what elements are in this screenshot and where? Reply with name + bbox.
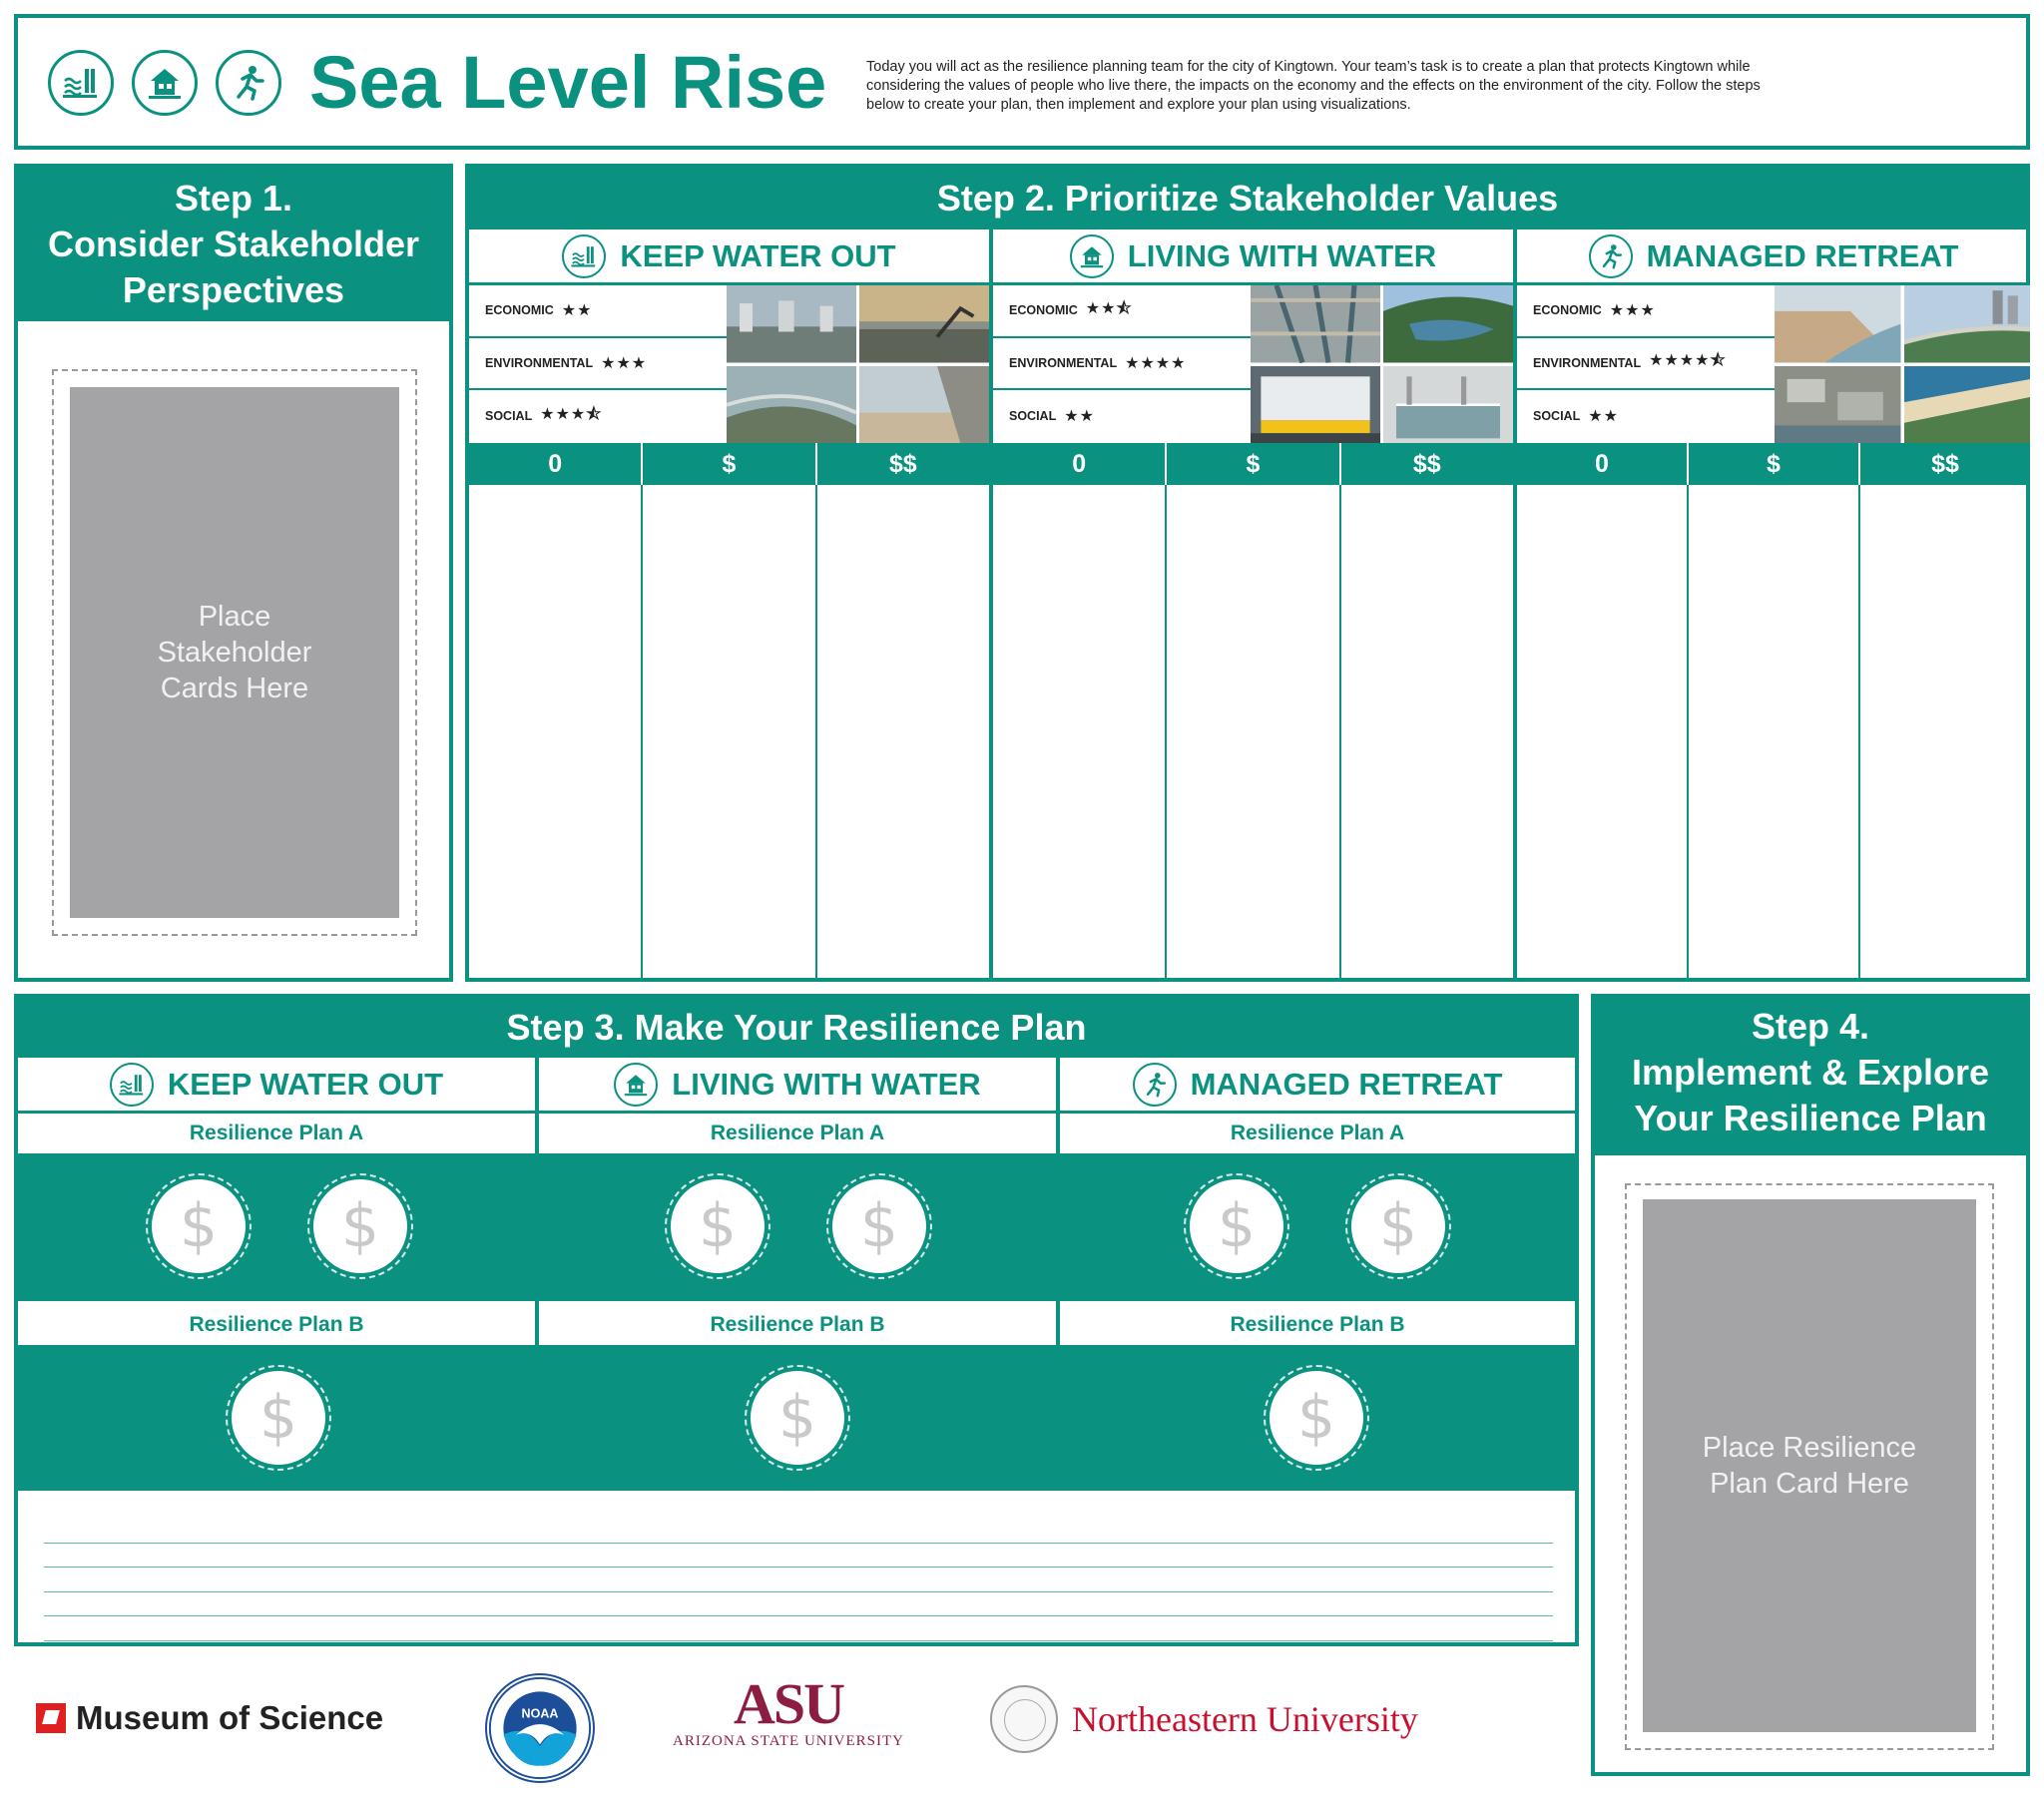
strategy-header (1517, 229, 2030, 285)
rating-label: ECONOMIC (485, 303, 554, 318)
rating-social (469, 390, 727, 443)
wave-wall-icon (48, 50, 114, 116)
step4-title-line2: Your Resilience Plan (1634, 1098, 1987, 1138)
rating-label: ECONOMIC (1533, 303, 1602, 318)
star-rating: ★★★ (1609, 302, 1656, 320)
dollar-icon: $ (1190, 1179, 1283, 1273)
cost-label-1: $ (643, 443, 816, 485)
note-line[interactable] (44, 1568, 1553, 1592)
intro-text: Today you will act as the resilience planning team for the city of Kingtown. Your team’s task is to create a plan that protects Kingtown while considering the values of people who live there, the impacts on the economy and the effects on the environment of the city. Follow the steps below to create your plan, then implement and explore your plan using visualizations. (866, 59, 1761, 113)
plan-b-label: Resilience Plan B (1060, 1305, 1575, 1345)
step2-living-with-water (993, 229, 1513, 978)
coin-slot[interactable] (307, 1173, 413, 1279)
step3-keep-water-out (18, 1058, 535, 1491)
dollar-icon: $ (751, 1371, 844, 1465)
canal-city-photo (1251, 285, 1380, 363)
strategy-name: LIVING WITH WATER (672, 1066, 981, 1102)
stakeholder-card-placeholder: Place Stakeholder Cards Here (70, 387, 399, 918)
noaa-logo (485, 1673, 595, 1783)
strategy-name: LIVING WITH WATER (1127, 237, 1437, 273)
card-lanes (993, 485, 1513, 978)
rating-label: SOCIAL (1009, 409, 1057, 424)
northeastern-logo (990, 1685, 1418, 1753)
asu-name: ARIZONA STATE UNIVERSITY (673, 1733, 904, 1749)
strategy-photos (1775, 285, 2030, 443)
coastal-boardwalk-photo (1904, 285, 2031, 363)
rating-label: SOCIAL (1533, 409, 1581, 424)
coin-slot[interactable] (1184, 1173, 1289, 1279)
wave-wall-icon (110, 1063, 154, 1107)
excavator-photo (859, 285, 989, 363)
note-line[interactable] (44, 1592, 1553, 1617)
ratings-table (1517, 285, 1775, 443)
rating-economic (469, 285, 727, 338)
star-rating: ★★ (561, 302, 593, 320)
step4-heading (1595, 998, 2026, 1155)
rating-environmental (1517, 338, 1775, 391)
dollar-icon: $ (832, 1179, 926, 1273)
cost-header (469, 443, 989, 485)
strategy-name: KEEP WATER OUT (620, 237, 896, 273)
plan-a-label: Resilience Plan A (539, 1114, 1056, 1153)
step2-keep-water-out (469, 229, 989, 978)
cost-header (1517, 443, 2030, 485)
rating-label: ENVIRONMENTAL (1533, 355, 1642, 370)
ratings-table (993, 285, 1251, 443)
floodgate-photo (1251, 366, 1380, 444)
coin-slot[interactable] (1264, 1365, 1369, 1471)
step1-number: Step 1. (174, 178, 293, 219)
dollar-icon: $ (1351, 1179, 1445, 1273)
star-rating: ★★★⯪ (540, 405, 603, 423)
resilience-plan-card-placeholder: Place Resilience Plan Card Here (1643, 1199, 1976, 1732)
eroding-cliff-photo (1775, 285, 1901, 363)
step1-heading (18, 168, 449, 321)
cost-label-1: $ (1167, 443, 1340, 485)
plan-b-label: Resilience Plan B (539, 1305, 1056, 1345)
step4-panel (1591, 994, 2030, 1776)
rating-economic (993, 285, 1251, 338)
dollar-icon: $ (313, 1179, 407, 1273)
aerial-town-photo (1775, 366, 1901, 444)
house-water-icon (614, 1063, 658, 1107)
card-lane-1[interactable] (1167, 485, 1340, 978)
coin-slot[interactable] (1345, 1173, 1451, 1279)
dollar-icon: $ (152, 1179, 246, 1273)
step2-panel (465, 164, 2030, 982)
step3-panel (14, 994, 1579, 1646)
rating-label: SOCIAL (485, 409, 533, 424)
dollar-icon: $ (232, 1371, 325, 1465)
cost-label-2: $$ (1931, 450, 1959, 478)
header-panel (14, 14, 2030, 150)
note-line[interactable] (44, 1519, 1553, 1544)
cost-header (993, 443, 1513, 485)
rating-environmental (469, 338, 727, 391)
step4-title-line1: Implement & Explore (1631, 1052, 1990, 1093)
plan-b-band (18, 1345, 535, 1491)
reservoir-dam-photo (1383, 285, 1513, 363)
step1-panel (14, 164, 453, 982)
plan-b-band (1060, 1345, 1575, 1491)
strategy-header (469, 229, 989, 285)
running-person-icon (216, 50, 281, 116)
partner-logos (14, 1661, 1571, 1781)
coin-slot[interactable] (146, 1173, 252, 1279)
card-lane-0[interactable] (993, 485, 1167, 978)
barrier-beach-photo (1904, 366, 2031, 444)
asu-logo (673, 1671, 904, 1750)
star-rating: ★★★ (601, 354, 648, 372)
museum-of-science-logo (36, 1699, 383, 1737)
cost-label-0: 0 (469, 443, 643, 485)
plan-b-label: Resilience Plan B (18, 1305, 535, 1345)
running-person-icon (1133, 1063, 1177, 1107)
dollar-icon: $ (1270, 1371, 1363, 1465)
star-rating: ★★⯪ (1085, 299, 1133, 317)
house-water-icon (132, 50, 198, 116)
museum-name: Museum of Science (76, 1699, 384, 1736)
strategy-photos (1251, 285, 1513, 443)
wave-wall-icon (562, 234, 606, 278)
step3-managed-retreat (1060, 1058, 1575, 1491)
water-plaza-photo (1383, 366, 1513, 444)
card-lane-1[interactable] (1689, 485, 1860, 978)
star-rating: ★★★★⯪ (1649, 352, 1727, 370)
card-lane-2[interactable] (1341, 485, 1513, 978)
rating-label: ENVIRONMENTAL (1009, 355, 1118, 370)
strategy-name: KEEP WATER OUT (167, 1066, 444, 1102)
strategy-header (539, 1058, 1056, 1114)
rating-social (993, 390, 1251, 443)
ratings-table (469, 285, 727, 443)
plan-a-band (18, 1153, 535, 1301)
card-lane-2[interactable] (1860, 485, 2030, 978)
rating-label: ENVIRONMENTAL (485, 355, 594, 370)
step2-heading: Step 2. Prioritize Stakeholder Values (469, 168, 2026, 229)
strategy-header (993, 229, 1513, 285)
notes-lines[interactable] (44, 1519, 1553, 1641)
coin-slot[interactable] (745, 1365, 850, 1471)
university-seal-icon (990, 1685, 1058, 1753)
noaa-text: NOAA (521, 1706, 559, 1721)
coastal-levee-photo (727, 366, 856, 444)
cost-label-0: 0 (993, 443, 1167, 485)
step2-managed-retreat (1517, 229, 2030, 978)
step1-title-line1: Consider Stakeholder (47, 224, 420, 264)
card-lane-0[interactable] (469, 485, 643, 978)
star-rating: ★★ (1064, 408, 1095, 426)
step3-heading: Step 3. Make Your Resilience Plan (18, 998, 1575, 1058)
strategy-name: MANAGED RETREAT (1190, 1066, 1503, 1102)
step3-living-with-water (539, 1058, 1056, 1491)
card-lane-1[interactable] (643, 485, 816, 978)
flood-barrier-photo (727, 285, 856, 363)
page-title: Sea Level Rise (309, 41, 827, 124)
plan-a-label: Resilience Plan A (1060, 1114, 1575, 1153)
cost-label-0: 0 (1517, 443, 1689, 485)
seawall-photo (859, 366, 989, 444)
strategy-header (18, 1058, 535, 1114)
rating-environmental (993, 338, 1251, 391)
museum-mark-icon (36, 1703, 66, 1733)
rating-economic (1517, 285, 1775, 338)
strategy-photos (727, 285, 989, 443)
rating-social (1517, 390, 1775, 443)
card-lane-0[interactable] (1517, 485, 1689, 978)
coin-slot[interactable] (226, 1365, 331, 1471)
dollar-icon: $ (671, 1179, 765, 1273)
note-line[interactable] (44, 1616, 1553, 1641)
running-person-icon (1589, 234, 1633, 278)
coin-slot[interactable] (665, 1173, 770, 1279)
cost-label-2: $$ (1412, 450, 1441, 478)
plan-b-band (539, 1345, 1056, 1491)
step4-number: Step 4. (1751, 1006, 1870, 1047)
asu-mark: ASU (733, 1671, 843, 1736)
note-line[interactable] (44, 1544, 1553, 1569)
card-lanes (469, 485, 989, 978)
rating-label: ECONOMIC (1009, 303, 1078, 318)
northeastern-name: Northeastern University (1072, 1699, 1418, 1739)
card-lanes (1517, 485, 2030, 978)
plan-a-band (1060, 1153, 1575, 1301)
strategy-header (1060, 1058, 1575, 1114)
cost-label-1: $ (1689, 443, 1860, 485)
coin-slot[interactable] (826, 1173, 932, 1279)
house-water-icon (1070, 234, 1114, 278)
cost-label-2: $$ (888, 450, 917, 478)
card-lane-2[interactable] (817, 485, 989, 978)
star-rating: ★★ (1588, 408, 1619, 426)
strategy-name: MANAGED RETREAT (1646, 237, 1959, 273)
plan-a-label: Resilience Plan A (18, 1114, 535, 1153)
step1-title-line2: Perspectives (122, 269, 345, 310)
star-rating: ★★★★ (1125, 354, 1187, 372)
plan-a-band (539, 1153, 1056, 1301)
